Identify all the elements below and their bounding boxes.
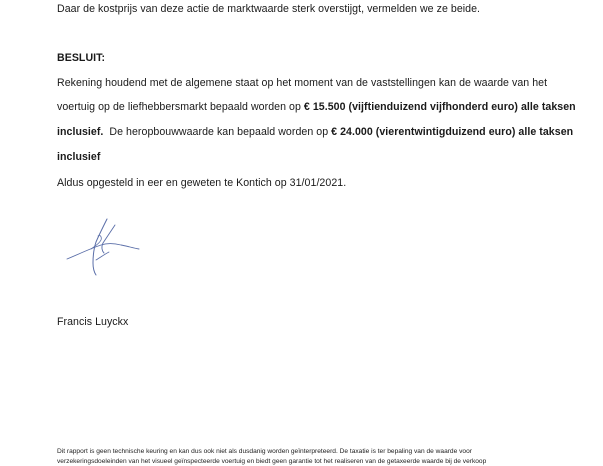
signature-drawing xyxy=(55,215,145,277)
footer-disclaimer-line-1: Dit rapport is geen technische keuring en kan dus ook niet als dusdanig worden geïnterpreteerd. De taxatie is ter bepaling van de waarde voor xyxy=(57,448,472,455)
paragraph-line-2 xyxy=(57,101,576,114)
paragraph-line-2-text: voertuig op de liefhebbersmarkt bepaald worden op xyxy=(57,101,304,113)
rebuild-value-amount: € 24.000 (vierentwintigduizend euro) alle taksen xyxy=(331,126,574,138)
intro-line: Daar de kostprijs van deze actie de marktwaarde sterk overstijgt, vermelden we ze beide. xyxy=(57,3,481,15)
paragraph-line-4: inclusief xyxy=(57,151,101,163)
handwritten-signature xyxy=(55,215,145,277)
closing-line: Aldus opgesteld in eer en geweten te Kontich op 31/01/2021. xyxy=(57,177,347,189)
signatory-name: Francis Luyckx xyxy=(57,316,129,328)
besluit-heading: BESLUIT: xyxy=(57,52,106,64)
paragraph-line-3-text: De heropbouwwaarde kan bepaald worden op xyxy=(103,126,332,138)
footer-disclaimer-line-2: verzekeringsdoeleinden van het visueel geïnspecteerde voertuig en biedt geen garantie tot het realiseren van de getaxeerde waarde bij de verkoop xyxy=(57,458,487,465)
paragraph-line-3 xyxy=(57,126,573,139)
inclusief-text: inclusief. xyxy=(57,126,104,138)
market-value-amount: € 15.500 (vijftienduizend vijfhonderd euro) alle taksen xyxy=(303,101,576,113)
paragraph-line-1: Rekening houdend met de algemene staat op het moment van de vaststellingen kan de waarde van het xyxy=(57,77,548,89)
